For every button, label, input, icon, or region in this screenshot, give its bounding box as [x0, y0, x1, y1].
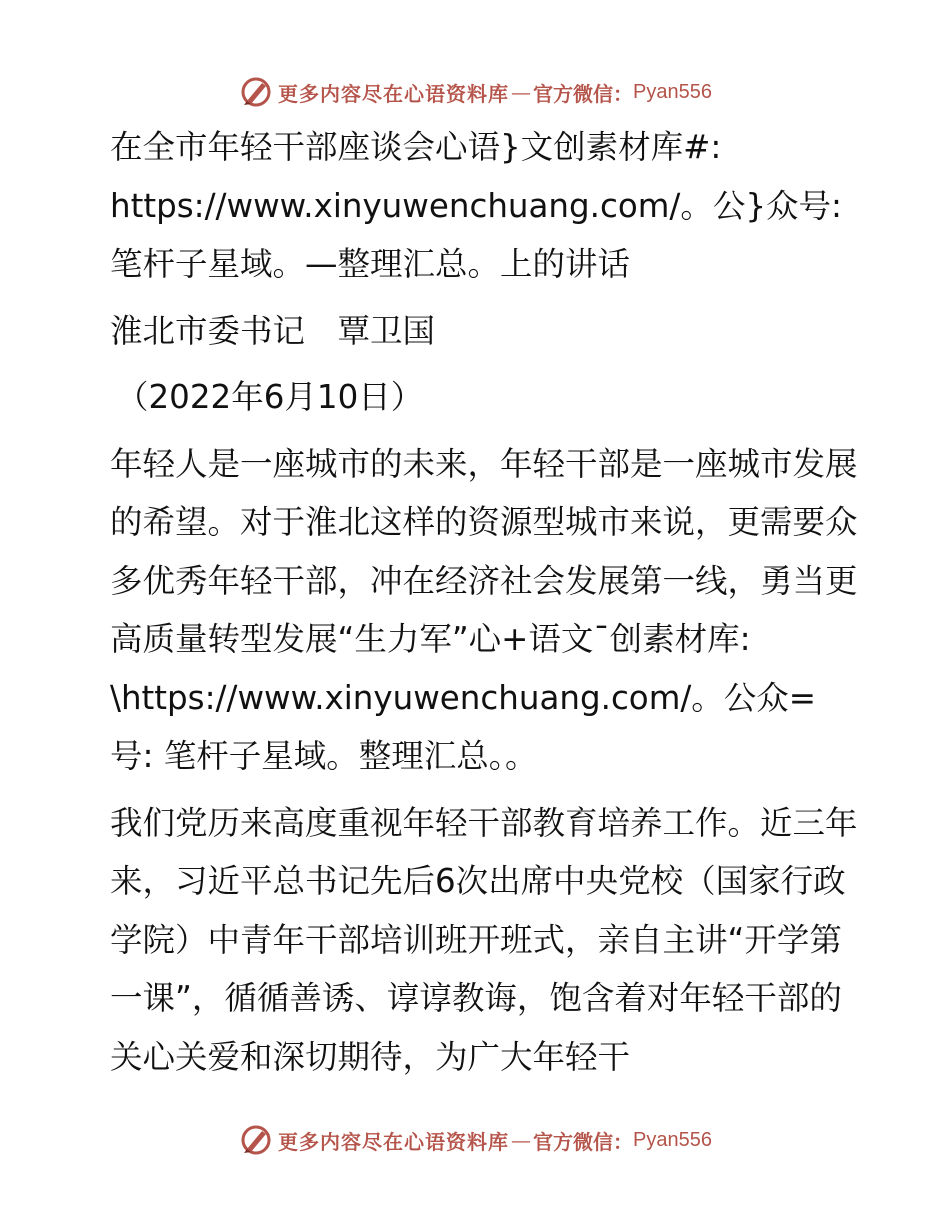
- watermark-banner-top: [0, 72, 950, 112]
- watermark-label: 官方微信：: [533, 1129, 634, 1154]
- pen-logo-icon: [238, 1122, 274, 1158]
- watermark-dash: —: [511, 80, 532, 104]
- watermark-dash: —: [511, 1128, 532, 1152]
- paragraph: 年轻人是一座城市的未来，年轻干部是一座城市发展的希望。对于淮北这样的资源型城市来说，更需要众多优秀年轻干部，冲在经济社会发展第一线，勇当更高质量转型发展“生力军”心+语文¯创素材库: \https://www.xinyuwenchuang.com/。公众=号: 笔杆子星域。整理汇总。。: [110, 444, 858, 775]
- watermark-wechat-id: Pyan556: [633, 1128, 712, 1151]
- pen-logo-icon: [238, 74, 274, 110]
- document-body: [98, 118, 858, 1086]
- paragraph: 我们党历来高度重视年轻干部教育培养工作。近三年来，习近平总书记先后6次出席中央党校（国家行政学院）中青年干部培训班开班式，亲自主讲“开学第一课”，循循善诱、谆谆教诲，饱含着对年轻干部的关心关爱和深切期待，为广大年轻干: [110, 803, 858, 1076]
- document-title: 在全市年轻干部座谈会心语}文创素材库#: https://www.xinyuwenchuang.com/。公}众号: 笔杆子星域。—整理汇总。上的讲话: [110, 128, 842, 283]
- watermark-banner-bottom: [0, 1120, 950, 1160]
- watermark-main-text: 更多内容尽在心语资料库: [278, 81, 510, 106]
- watermark-label: 官方微信：: [533, 81, 634, 106]
- document-date: （2022年6月10日）: [116, 378, 424, 416]
- document-author: 淮北市委书记 覃卫国: [110, 311, 436, 350]
- watermark-wechat-id: Pyan556: [633, 80, 712, 103]
- watermark-main-text: 更多内容尽在心语资料库: [278, 1129, 510, 1154]
